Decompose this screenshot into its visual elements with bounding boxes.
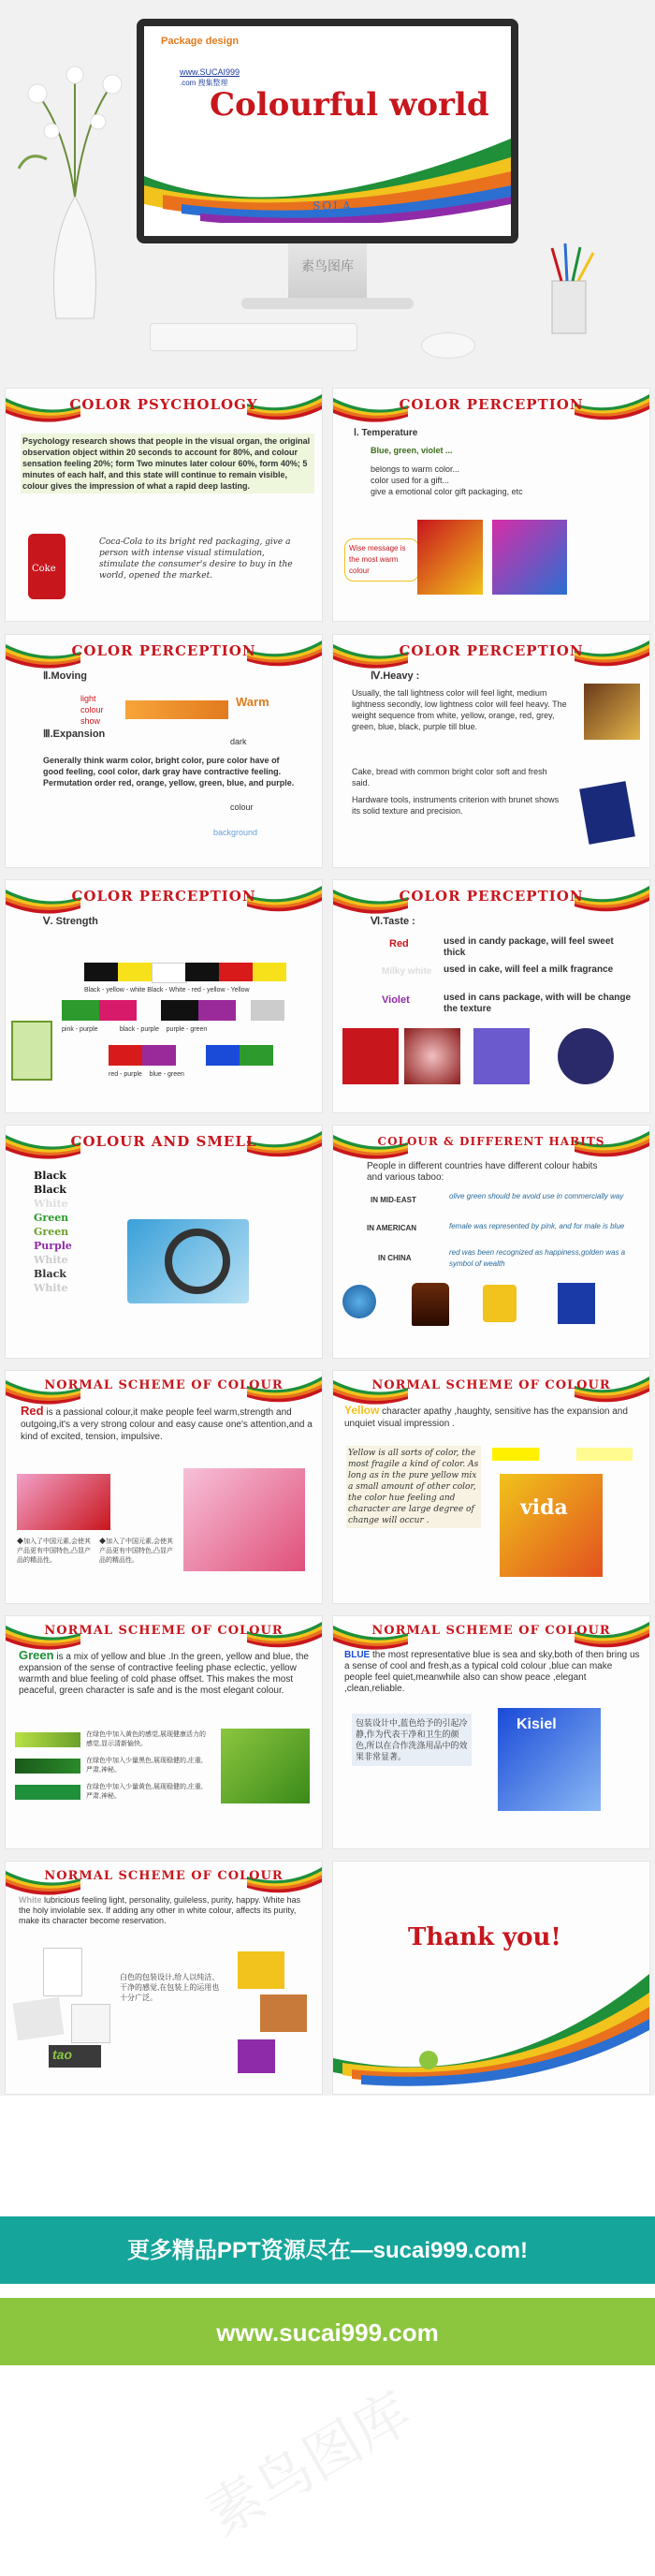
slide-title: COLOR PERCEPTION [71, 642, 256, 659]
pink-gift-box-image [183, 1468, 305, 1571]
yellow-description [344, 1405, 640, 1430]
habit-value-mideast: olive green should be avoid use in commercially way [449, 1192, 624, 1200]
swatch-grey [251, 1000, 284, 1021]
svg-text:Coke: Coke [32, 564, 56, 574]
taste-milky-text: used in cake, will feel a milk fragrance [444, 964, 614, 975]
slide-color-perception-temperature [333, 389, 649, 621]
slide-thank-you [333, 1862, 649, 2094]
site-label: www.SUCAI999 [180, 67, 240, 77]
red-description [21, 1405, 313, 1443]
taste-red-text: used in candy package, will feel sweet thick [444, 936, 614, 958]
slide-title: NORMAL SCHEME OF COLOUR [371, 1624, 611, 1638]
thank-you-title: Thank you! [408, 1923, 561, 1951]
slide-scheme-yellow [333, 1371, 649, 1603]
perception-paragraph: Generally think warm color, bright color, pure color have of good feeling, cool color, dark gray have contractive feeling. Permutation order red, orange, yellow, green, blue, and purple. [43, 756, 295, 788]
red-paragraph: is a passional colour,it make people feel warm,strength and outgoing,it's a very strong colour and easy cause one's attention,and a kind of excited, tension, impulsive. [21, 1407, 313, 1442]
blue-paragraph: the most representative blue is sea and sky,both of then bring us a sense of cool and fresh,as a typical cold colour ,blue can make people feel quiet,meanwhile also can show peace ,elegant ,clean,reliable. [344, 1650, 640, 1694]
swatch-pink [62, 1000, 99, 1021]
expansion-heading: Ⅲ.Expansion [43, 729, 106, 740]
slide-scheme-white [6, 1862, 322, 2094]
intro-paragraph: Psychology research shows that people in the visual organ, the original observation object within 20 seconds to account for 80%, and colour sensation feeling 20%; form Two minutes later colour 60%, form 40%; 5 minutes of each half, and this state will continue to remain visible, colour gives the impression of what a rapid deep lasting. [21, 434, 314, 493]
white-product-image-2 [12, 1997, 64, 2041]
green-tea-box-image [221, 1729, 310, 1803]
slide-title: COLOR PERCEPTION [71, 888, 256, 905]
white-lead: White [19, 1895, 42, 1905]
colour-label-2: colour [230, 802, 254, 812]
slide-color-perception-moving [6, 635, 322, 867]
strength-heading: Ⅴ. Strength [43, 916, 98, 927]
dish-product-image [483, 1285, 517, 1322]
candy-package-image [342, 1028, 399, 1084]
habit-key-american: IN AMERICAN [367, 1224, 417, 1232]
slide-color-perception-heavy [333, 635, 649, 867]
green-note-3: 在绿色中加入少量黄色,展现稳健的,庄重,严肃,神秘。 [86, 1784, 203, 1800]
white-description [19, 1895, 313, 1926]
white-product-image-1 [43, 1948, 82, 1996]
swatch-blue [206, 1045, 240, 1066]
slide-scheme-blue [333, 1616, 649, 1848]
vida-juice-box-image [500, 1474, 603, 1577]
green-note-1: 在绿色中加入黄色的感觉,展现健康活力的感觉,显示清新愉快。 [86, 1731, 206, 1747]
coca-cola-can-image [19, 529, 84, 604]
slide-title: NORMAL SCHEME OF COLOUR [371, 1378, 611, 1392]
temperature-line-4: give a emotional color gift packaging, etc [371, 487, 523, 496]
green-swatch-3 [15, 1785, 80, 1800]
gradient-arrow [125, 700, 228, 719]
heavy-bullet-3: Hardware tools, instruments criterion with brunet shows its solid texture and precision. [352, 795, 560, 816]
promo-banner-text: 更多精品PPT资源尽在—sucai999.com! [126, 2238, 529, 2263]
swatch-purple [99, 1000, 137, 1021]
smell-word: White [34, 1282, 68, 1294]
swatch-white [152, 963, 187, 983]
yellow-swatch-1 [492, 1448, 539, 1461]
blue-note: 包装设计中,蓝色给予的引起冷静,作为代表干净和卫生的颜色,所以在合作洗涤用品中的效果非常显著。 [352, 1714, 472, 1766]
slide-color-perception-taste [333, 880, 649, 1112]
swatch-purple-3 [142, 1045, 176, 1066]
red-product-image [17, 1474, 110, 1530]
green-paragraph: is a mix of yellow and blue .In the green, yellow and blue, the expansion of the sense of contractive feeling phase eclectic, yellow warmth and blue feeling of cold phase offset. This makes the most peaceful, green character is safe and is the most elegant colour. [19, 1652, 309, 1696]
light-label: light [80, 694, 96, 703]
taste-violet-label: Violet [382, 994, 410, 1006]
white-product-image-4 [238, 1951, 284, 1989]
slide-color-perception-strength [6, 880, 322, 1112]
blue-description [344, 1650, 640, 1695]
strength-line-3: red - purple blue - green [109, 1071, 184, 1078]
fruit-package-image [404, 1028, 460, 1084]
temperature-line-3: color used for a gift... [371, 476, 450, 485]
taste-milky-label: Milky white [382, 966, 432, 977]
package-design-label: Package design [161, 36, 240, 47]
snack-box-image [584, 684, 640, 740]
watermark-text: 素鸟图库 [301, 258, 354, 273]
tool-box-image [579, 781, 635, 845]
website-banner-text: www.sucai999.com [216, 2318, 439, 2347]
habit-key-mideast: IN MID-EAST [371, 1196, 416, 1204]
gift-box-image [417, 520, 483, 595]
mosquito-coil-image [165, 1229, 230, 1294]
can-package-image [558, 1028, 614, 1084]
site-label-2: .com 搜集整理 [180, 79, 228, 87]
yellow-swatch-2 [576, 1448, 633, 1461]
slide-scheme-green [6, 1616, 322, 1848]
white-paragraph: lubricious feeling light, personality, guileless, purity, happy. White has the holy inviolable sex. If adding any other in white colour, affects its purity, make its character become reservation. [19, 1895, 301, 1925]
mouse [421, 332, 475, 359]
sola-label: SOLA [313, 199, 353, 213]
keyboard [150, 323, 357, 351]
smell-word: White [34, 1254, 68, 1266]
green-swatch-1 [15, 1732, 80, 1747]
slide-colour-and-smell [6, 1126, 322, 1358]
slide-title: NORMAL SCHEME OF COLOUR [44, 1869, 284, 1883]
habit-value-american: female was represented by pink, and for male is blue [449, 1222, 625, 1230]
habit-key-china: IN CHINA [378, 1254, 412, 1262]
red-lead: Red [21, 1404, 44, 1418]
temperature-heading: Ⅰ. Temperature [354, 428, 418, 438]
blue-lead: BLUE [344, 1650, 371, 1660]
white-gap [0, 2284, 655, 2298]
omo-box-image [558, 1283, 595, 1324]
smell-word: Black [34, 1184, 66, 1196]
tao-label: tao [52, 2047, 72, 2062]
white-spacer [0, 2096, 655, 2216]
slide-colour-different-habits [333, 1126, 649, 1358]
swatch-red-2 [109, 1045, 142, 1066]
taste-violet-text: used in cans package, with will be change the texture [444, 993, 632, 1014]
white-product-image-6 [238, 2039, 275, 2073]
strength-line-1: Black - yellow - white Black - White - red - yellow - Yellow [84, 987, 250, 994]
slide-scheme-red [6, 1371, 322, 1603]
slide-title: COLOUR AND SMELL [70, 1133, 257, 1150]
promo-banner[interactable] [0, 2216, 655, 2284]
slide-title: COLOR PSYCHOLOGY [69, 396, 258, 413]
smell-word: Black [34, 1268, 66, 1280]
heavy-bullet-2: Cake, bread with common bright color soft and fresh said. [352, 767, 547, 788]
slide-title: COLOR PERCEPTION [399, 642, 584, 659]
white-product-image-3 [71, 2004, 110, 2043]
slide-title: COLOUR & DIFFERENT HABITS [377, 1135, 605, 1148]
strength-line-2: pink - purple black - purple purple - green [62, 1026, 208, 1033]
temperature-line-2: belongs to warm color... [371, 464, 460, 474]
swatch-yellow-2 [253, 963, 286, 981]
smell-word-list [34, 1169, 90, 1295]
kisiel-label: Kisiel [517, 1716, 557, 1732]
monitor-screen [144, 26, 511, 236]
dark-label: dark [230, 737, 247, 746]
heavy-bullet-1: Usually, the tall lightness color will feel light, medium lightness secondly, low lightness color will feel heavy. The weight sequence from white, yellow, orange, red, grey, green, blue, black, purple till blue. [352, 688, 567, 731]
show-label: show [80, 716, 101, 726]
swatch-black [84, 963, 118, 981]
temperature-line-1: Blue, green, violet ... [371, 446, 453, 455]
vase-with-flowers-image [9, 56, 140, 337]
slide-title: NORMAL SCHEME OF COLOUR [44, 1624, 284, 1638]
sauce-bottles-image [412, 1283, 449, 1326]
heavy-heading: Ⅳ.Heavy : [371, 670, 420, 682]
red-caption-2: ◆加入了中国元素,会使其产品更有中国特色,凸显产品的精品性。 [99, 1538, 173, 1564]
hero-section [0, 0, 655, 384]
taste-heading: Ⅵ.Taste : [371, 916, 415, 927]
bottom-watermark: 素鸟图库 [196, 2380, 422, 2548]
monitor-frame [137, 19, 518, 243]
taste-red-label: Red [389, 938, 409, 949]
white-product-image-5 [260, 1995, 307, 2032]
swatch-black-2 [185, 963, 219, 981]
warm-bubble: Wise message is the most warm colour [344, 538, 419, 581]
monitor-base [241, 298, 414, 309]
moving-heading: Ⅱ.Moving [43, 670, 87, 682]
yellow-note: Yellow is all sorts of color, the most fragile a kind of color. As long as in the pure yellow mix a small amount of other color, the color hue feeling and character are large degree of change will occur . [346, 1446, 481, 1528]
globe-image [342, 1285, 376, 1318]
smell-word: White [34, 1198, 68, 1210]
green-lead: Green [19, 1648, 54, 1662]
sample-card-image [11, 1021, 52, 1081]
swatch-yellow [118, 963, 152, 981]
swatch-green [240, 1045, 273, 1066]
slide-color-psychology [6, 389, 322, 621]
thank-you-swoosh [333, 1946, 649, 2094]
red-caption-1: ◆加入了中国元素,会使其产品更有中国特色,凸显产品的精品性。 [17, 1538, 91, 1564]
pencil-cup-image [543, 243, 599, 337]
slide-title: COLOR PERCEPTION [399, 888, 584, 905]
slide-title: NORMAL SCHEME OF COLOUR [44, 1378, 284, 1392]
yellow-paragraph: character apathy ,haughty, sensitive has the expansion and unquiet visual impression . [344, 1406, 628, 1429]
background-label: background [213, 828, 258, 837]
detergent-box-image [492, 520, 567, 595]
smell-word: Black [34, 1170, 66, 1182]
smell-word: Purple [34, 1240, 72, 1252]
swatch-red [219, 963, 253, 981]
warm-label: Warm [236, 695, 269, 709]
colour-label: colour [80, 705, 104, 714]
coca-cola-caption: Coca-Cola to its bright red packaging, give a person with intense visual stimulation, stimulate the consumer's desire to buy in the world, opened the market. [99, 537, 293, 581]
website-banner[interactable] [0, 2298, 655, 2365]
green-description [19, 1650, 313, 1697]
smell-word: Green [34, 1212, 69, 1224]
vida-label: vida [520, 1495, 568, 1520]
smell-word: Green [34, 1226, 69, 1238]
habits-intro: People in different countries have different colour habits and various taboo: [367, 1161, 598, 1183]
green-swatch-2 [15, 1759, 80, 1774]
hero-title: Colourful world [210, 86, 489, 124]
swatch-black-3 [161, 1000, 198, 1021]
habit-value-china: red was been recognized as happiness,golden was a symbol of wealth [449, 1248, 626, 1268]
slide-title: COLOR PERCEPTION [399, 396, 584, 413]
swatch-purple-2 [198, 1000, 236, 1021]
cake-package-image [473, 1028, 530, 1084]
white-note: 白色的包装设计,给人以纯洁、干净的感觉,在包装上的运用也十分广泛。 [120, 1973, 220, 2002]
yellow-lead: Yellow [344, 1404, 380, 1417]
green-note-2: 在绿色中加入少量黑色,展现稳健的,庄重,严肃,神秘。 [86, 1758, 203, 1774]
